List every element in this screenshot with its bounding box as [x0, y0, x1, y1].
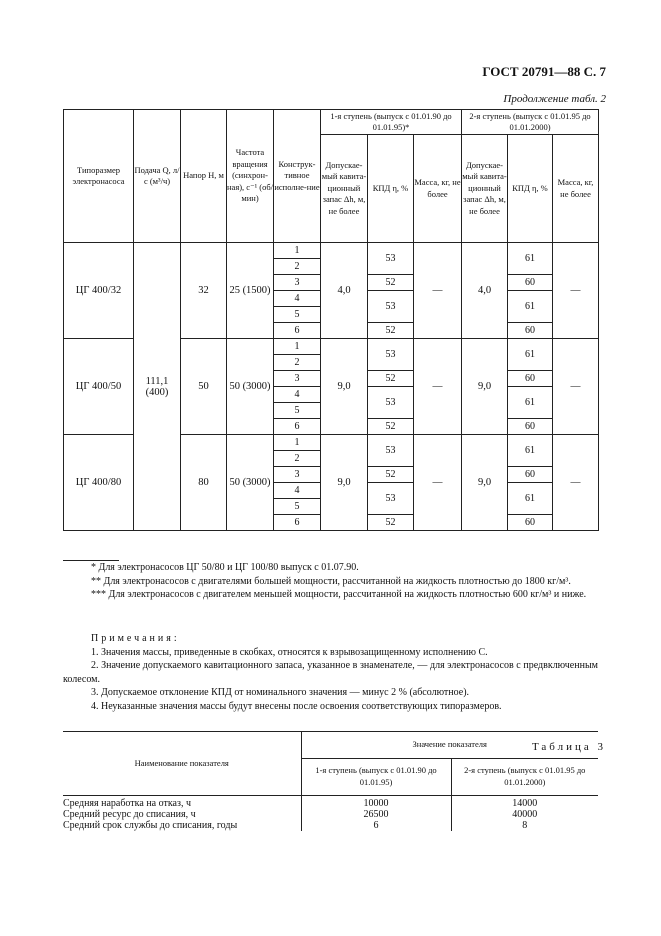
stage2-value: 14000	[451, 796, 598, 810]
eff-stage1: 52	[368, 371, 414, 387]
col-header-head: Напор H, м	[181, 110, 227, 243]
eff-stage1: 52	[368, 515, 414, 531]
row-label: Средний срок службы до списания, годы	[63, 820, 238, 831]
eff-stage2: 60	[508, 467, 553, 483]
col-header-stage1: 1-я ступень (выпуск с 01.01.90 до 01.01.95)	[301, 759, 451, 796]
version-cell: 1	[274, 339, 321, 355]
reliability-table	[63, 731, 598, 831]
version-cell: 6	[274, 419, 321, 435]
page-header: ГОСТ 20791—88 С. 7	[482, 64, 606, 79]
version-cell: 4	[274, 483, 321, 499]
eff-stage1: 53	[368, 339, 414, 371]
stage2-value: 8	[451, 820, 598, 831]
eff-stage2: 60	[508, 323, 553, 339]
table-continuation-label: Продолжение табл. 2	[503, 93, 606, 105]
eff-stage1: 52	[368, 323, 414, 339]
col-header-speed: Частота вращения (синхрон-ная), с⁻¹ (об/мин)	[227, 110, 274, 243]
mass-stage1: —	[414, 243, 462, 339]
version-cell: 1	[274, 435, 321, 451]
eff-stage1: 52	[368, 275, 414, 291]
notes-title: Примечания:	[91, 633, 180, 644]
eff-stage1: 53	[368, 243, 414, 275]
stage1-value: 26500	[301, 809, 451, 820]
pump-name: ЦГ 400/50	[64, 339, 134, 435]
npsh-stage1: 4,0	[321, 243, 368, 339]
note-item: 3. Допускаемое отклонение КПД от номинального значения — минус 2 % (абсолютное).	[91, 687, 470, 698]
flow-value: 111,1 (400)	[134, 243, 181, 531]
footnote: *** Для электронасосов с двигателем меньшей мощности, рассчитанной на жидкость плотностью 600 кг/м³ и ниже.	[91, 589, 587, 600]
col-header-eff1: КПД η, %	[368, 135, 414, 243]
version-cell: 6	[274, 323, 321, 339]
eff-stage1: 53	[368, 291, 414, 323]
pump-name: ЦГ 400/32	[64, 243, 134, 339]
eff-stage2: 61	[508, 435, 553, 467]
pump-parameters-table	[63, 109, 599, 531]
col-header-stage2: 2-я ступень (выпуск с 01.01.95 до 01.01.2000)	[462, 110, 599, 135]
pump-head: 32	[181, 243, 227, 339]
eff-stage2: 61	[508, 243, 553, 275]
col-header-stage1: 1-я ступень (выпуск с 01.01.90 до 01.01.95)*	[321, 110, 462, 135]
col-header-indicator: Наименование показателя	[63, 732, 301, 796]
mass-stage1: —	[414, 435, 462, 531]
eff-stage1: 53	[368, 435, 414, 467]
eff-stage2: 61	[508, 387, 553, 419]
version-cell: 5	[274, 403, 321, 419]
pump-speed: 25 (1500)	[227, 243, 274, 339]
col-header-value: Значение показателя	[301, 732, 598, 759]
col-header-type: Типоразмер электронасоса	[64, 110, 134, 243]
version-cell: 4	[274, 387, 321, 403]
note-item: 1. Значения массы, приведенные в скобках, относятся к взрывозащищенному исполнению С.	[91, 646, 488, 658]
eff-stage2: 61	[508, 483, 553, 515]
eff-stage1: 52	[368, 419, 414, 435]
note-item: 4. Неуказанные значения массы будут внесены после освоения соответствующих типоразмеров.	[91, 700, 502, 712]
col-header-version: Конструк-тивное исполне-ние	[274, 110, 321, 243]
version-cell: 3	[274, 467, 321, 483]
footnote: * Для электронасосов ЦГ 50/80 и ЦГ 100/80 выпуск с 01.07.90.	[91, 562, 359, 573]
eff-stage2: 60	[508, 275, 553, 291]
col-header-npsh1: Допускае-мый кавита-ционный запас Δh, м, не более	[321, 135, 368, 243]
row-label: Средняя наработка на отказ, ч	[63, 798, 191, 809]
version-cell: 5	[274, 499, 321, 515]
col-header-flow: Подача Q, л/с (м³/ч)	[134, 110, 181, 243]
mass-stage2: —	[553, 339, 599, 435]
version-cell: 3	[274, 371, 321, 387]
pump-head: 80	[181, 435, 227, 531]
table3-caption: Таблица 3	[531, 741, 606, 753]
eff-stage2: 60	[508, 515, 553, 531]
col-header-eff2: КПД η, %	[508, 135, 553, 243]
npsh-stage2: 9,0	[462, 435, 508, 531]
mass-stage2: —	[553, 243, 599, 339]
footnote: ** Для электронасосов с двигателями большей мощности, рассчитанной на жидкость плотностью до 1800 кг/м³.	[91, 575, 571, 587]
pump-head: 50	[181, 339, 227, 435]
col-header-mass2: Масса, кг, не более	[553, 135, 599, 243]
npsh-stage1: 9,0	[321, 339, 368, 435]
pump-speed: 50 (3000)	[227, 339, 274, 435]
version-cell: 4	[274, 291, 321, 307]
eff-stage2: 60	[508, 371, 553, 387]
eff-stage2: 60	[508, 419, 553, 435]
stage1-value: 6	[301, 820, 451, 831]
mass-stage2: —	[553, 435, 599, 531]
col-header-mass1: Масса, кг, не более	[414, 135, 462, 243]
footnotes	[63, 561, 598, 602]
notes-block	[63, 632, 598, 713]
eff-stage1: 53	[368, 483, 414, 515]
npsh-stage1: 9,0	[321, 435, 368, 531]
row-label: Средний ресурс до списания, ч	[63, 809, 196, 820]
version-cell: 2	[274, 355, 321, 371]
pump-name: ЦГ 400/80	[64, 435, 134, 531]
stage1-value: 10000	[301, 796, 451, 810]
version-cell: 5	[274, 307, 321, 323]
version-cell: 3	[274, 275, 321, 291]
npsh-stage2: 9,0	[462, 339, 508, 435]
col-header-npsh2: Допускае-мый кавита-ционный запас Δh, м, не более	[462, 135, 508, 243]
version-cell: 2	[274, 259, 321, 275]
mass-stage1: —	[414, 339, 462, 435]
stage2-value: 40000	[451, 809, 598, 820]
col-header-stage2: 2-я ступень (выпуск с 01.01.95 до 01.01.2000)	[451, 759, 598, 796]
npsh-stage2: 4,0	[462, 243, 508, 339]
note-item: 2. Значение допускаемого кавитационного запаса, указанное в знаменателе, — для электронасосов с предвключенным колесом.	[63, 660, 598, 685]
version-cell: 1	[274, 243, 321, 259]
version-cell: 2	[274, 451, 321, 467]
eff-stage1: 53	[368, 387, 414, 419]
eff-stage1: 52	[368, 467, 414, 483]
eff-stage2: 61	[508, 339, 553, 371]
eff-stage2: 61	[508, 291, 553, 323]
version-cell: 6	[274, 515, 321, 531]
pump-speed: 50 (3000)	[227, 435, 274, 531]
